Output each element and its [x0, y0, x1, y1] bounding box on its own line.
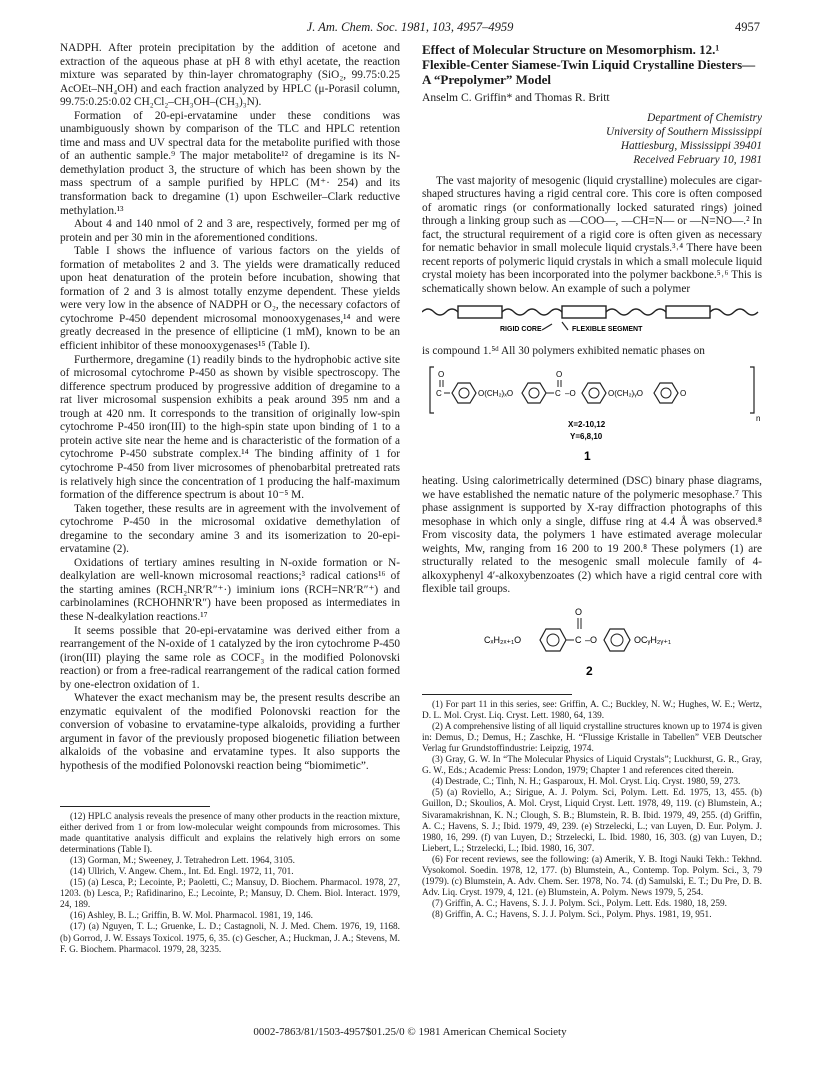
rigid-core-label: RIGID CORE — [500, 326, 542, 334]
compound-2-right-chain: OCᵧH₂ᵧ₊₁ — [634, 635, 672, 646]
polymer-scheme-figure — [422, 300, 762, 336]
flexible-segment-label: FLEXIBLE SEGMENT — [572, 326, 643, 334]
right-footnotes — [422, 700, 762, 922]
affiliation-line: Department of Chemistry — [647, 111, 762, 124]
footnote: (8) Griffin, A. C.; Havens, S. J. J. Polym. Sci., Polym. Phys. 1981, 19, 951. — [432, 910, 712, 921]
paragraph: heating. Using calorimetrically determined (DSC) binary phase diagrams, we have established the nematic nature of the polymeric mesophase.⁷ This phase assignment is supported by X-ray diffraction photographs of this mesophase in which only a single, diffuse ring at 4.4 Å was observed.⁸ From viscosity data, the polymers 1 have estimated average molecular weights, Mw, ranging from 16 200 to 19 200.⁸ These polymers (1) are structurally related to the mesogenic small molecule family of 4-alkoxyphenyl 4′-alkoxybenzoates (2) which have a rigid central core with flexible tail groups. — [422, 475, 762, 596]
compound-2-figure — [422, 601, 762, 685]
copyright-footer: 0002-7863/81/1503-4957$01.25/0 © 1981 American Chemical Society — [253, 1026, 567, 1038]
x-range-label: X=2-10,12 — [568, 419, 606, 429]
y-range-label: Y=6,8,10 — [570, 431, 603, 441]
compound-number: 2 — [586, 664, 593, 679]
affiliation-line: Hattiesburg, Mississippi 39401 — [620, 139, 762, 152]
left-column — [60, 42, 400, 956]
page-number: 4957 — [735, 20, 760, 34]
footnote: (4) Destrade, C.; Tinh, N. H.; Gasparoux, H. Mol. Cryst. Liq. Cryst. 1980, 59, 273. — [432, 777, 741, 788]
paragraph: It seems possible that 20-epi-ervatamine was derived either from a rearrangement of the N-oxide of 1 catalyzed by the iron cytochrome P-450 (iron(III) playing the same role as COCF₃ in the modified Polonovski reaction) or from a free-radical rearrangement of the radical cation formed by one-electron oxidation of 1. — [60, 624, 400, 691]
paragraph: About 4 and 140 nmol of 2 and 3 are, respectively, formed per mg of protein and per 30 min in the aforementioned conditions. — [60, 218, 400, 244]
affiliation-line: University of Southern Mississippi — [606, 125, 762, 138]
article-authors: Anselm C. Griffin* and Thomas R. Britt — [422, 91, 610, 104]
footnote: (14) Ullrich, V. Angew. Chem., Int. Ed. Engl. 1972, 11, 701. — [70, 867, 294, 877]
svg-text:O: O — [680, 388, 687, 398]
footnote: (6) For recent reviews, see the following: (a) Amerik, Y. B. Itogi Nauki Tekh.: Tekhnd. Vysokomol. Soedin. 1978, 12, 177. (b) Blumstein, A., Contemp. Top. Polym. Sci., 3, 79 (1979). (c) Blumstein, A. Adv. Chem. Ser. 1978, No. 74. (d) Samulski, E. T.; Du Pre, D. B. Adv. Liq. Cryst. 1979, 4, 121. (e) Blumstein, A. Polym. News 1979, 5, 254. — [422, 854, 762, 899]
paragraph: Furthermore, dregamine (1) readily binds to the hydrophobic active site of microsomal cytochrome P-450 as shown by visible spectroscopy. The difference spectrum produced by progressive addition of dregamine to a rat liver microsomal suspension exhibits a peak around 395 nm and a trough at 420 nm. It corresponds to the transition of originally low-spin cytochrome P-450 iron(III) to the high-spin state upon binding of 1 to a protein active site near the heme and is characteristic of the formation of a cytochrome P-450 substrate complex.¹⁴ The binding affinity of 1 for cytochrome P-450 from liver microsomes of phenobarbital pretreated rats is relatively high since the concentration of 1 producing the half-maximum formation of the difference spectrum is about 10⁻⁵ M. — [60, 353, 400, 502]
paragraph: is compound 1.⁵ᵈ All 30 polymers exhibited nematic phases on — [422, 345, 705, 358]
footnote-rule — [60, 806, 210, 807]
svg-text:O: O — [575, 607, 583, 618]
svg-text:O: O — [556, 369, 563, 379]
paragraph: Taken together, these results are in agreement with the involvement of cytochrome P-450 in the microsomal oxidative demethylation of dregamine to the secondary amine 3 and its isomerization to 20-epi-ervatamine (2). — [60, 502, 400, 556]
svg-text:C: C — [555, 388, 561, 398]
compound-2-left-chain: CₓH₂ₓ₊₁O — [484, 635, 522, 646]
footnote: (7) Griffin, A. C.; Havens, S. J. J. Polym. Sci., Polym. Lett. Eds. 1980, 18, 259. — [432, 899, 728, 910]
affiliation-line: Received February 10, 1981 — [633, 153, 762, 166]
paragraph: Formation of 20-epi-ervatamine under these conditions was unambiguously shown by comparison of the TLC and HPLC retention time and mass and UV spectral data for the metabolite purified with those of an authentic sample.⁹ The major metabolite¹² of dregamine is its N-demethylation product 3, the structure of which has been shown by the mass spectrum of a sample purified by HPLC (M⁺· 254) and its transformation back to dregamine (1) upon Eschweiler–Clark reductive methylation.¹³ — [60, 109, 400, 217]
compound-1-structure — [422, 363, 762, 472]
svg-text:C: C — [575, 635, 582, 646]
svg-text:–O: –O — [585, 635, 598, 646]
right-column — [422, 42, 762, 921]
compound-number: 1 — [584, 448, 591, 463]
footnote: (2) A comprehensive listing of all liquid crystalline structures known up to 1974 is given in: Demus, D.; Demus, H.; Zaschke, H. “Flussige Kristalle in Tabellen” VEB Deutscher Verlag fur Grundstoffindustrie: Leipzig, 1974. — [422, 721, 762, 754]
compound-2-structure — [422, 601, 762, 690]
footnote: (1) For part 11 in this series, see: Griffin, A. C.; Buckley, N. W.; Hughes, W. E.; Wertz, D. L. Mol. Cryst. Liq. Cryst. Lett. 1980, 64, 139. — [422, 699, 762, 721]
compound-1-figure — [422, 363, 762, 467]
footnote: (15) (a) Lesca, P.; Lecointe, P.; Paoletti, C.; Mansuy, D. Biochem. Pharmacol. 1978, 27, 1203. (b) Lesca, P.; Rafidinarino, E.; Lecointe, P.; Mansuy, D. Chem. Biol. Interact. 1979, 24, 189. — [60, 878, 400, 911]
footnote-rule — [422, 694, 572, 695]
svg-text:–O: –O — [565, 388, 576, 398]
running-header — [60, 20, 760, 36]
svg-text:O: O — [438, 369, 445, 379]
footnote: (17) (a) Nguyen, T. L.; Gruenke, L. D.; Castagnoli, N. J. Med. Chem. 1976, 19, 1168. (b) Gorrod, J. W. Essays Toxicol. 1975, 6, 35. (c) Gescher, A.; Huckman, J. A.; Stevens, M. F. G. Biochem. Pharmacol. 1979, 28, 3235. — [60, 922, 400, 955]
left-footnotes — [60, 812, 400, 956]
paragraph: NADPH. After protein precipitation by the addition of acetone and extraction of the aqueous phase at pH 8 with ethyl acetate, the reaction mixture was separated by thin-layer chromatography (SiO₂, 99.75:0.25 AcOEt–NH₄OH) and each fraction analyzed by HPLC (μ-Porasil column, 99.75:0.25:0.02 CH₂Cl₂–CH₃OH–(CH₃)₃N). — [60, 42, 400, 109]
affiliation — [422, 111, 762, 167]
footnote: (13) Gorman, M.; Sweeney, J. Tetrahedron Lett. 1964, 3105. — [70, 855, 296, 866]
repeat-n-label: n — [756, 413, 761, 423]
article-title: Effect of Molecular Structure on Mesomorphism. 12.¹ Flexible-Center Siamese-Twin Liquid Crystalline Diesters—A “Prepolymer” Model — [422, 42, 756, 87]
footnote: (12) HPLC analysis reveals the presence of many other products in the reaction mixture, either derived from 1 or from low-molecular weight compounds from microsomes. This made quantitative analysis difficult and explains the relatively high errors on some determinations (Table I). — [60, 811, 400, 855]
journal-citation: J. Am. Chem. Soc. 1981, 103, 4957–4959 — [306, 20, 514, 34]
footnote: (5) (a) Roviello, A.; Sirigue, A. J. Polym. Sci, Polym. Lett. Ed. 1975, 13, 455. (b) Guillon, D.; Skoulios, A. Mol. Cryst, Liquid Cryst. Lett. 1978, 49, 119. (c) Blumstein, A.; Sivaramakrishnan, K. N.; Clough, S. B.; Blumstein, R. B. Ibid. 1979, 49, 255. (d) Griffin, A. C.; Havens, S. J.; Ibid. 1979, 49, 239. (e) Strzelecki, L.; van Luyen, D. Eur. Polym. J. 1980, 16, 299. (f) van Luyen, D.; Strzelecki, L. Ibid. 1980, 16, 303. (g) van Luyen, D.; Liebert, L.; Strzelecki, L.; Ibid. 1980, 16, 307. — [422, 788, 762, 854]
footnote: (16) Ashley, B. L.; Griffin, B. W. Mol. Pharmacol. 1981, 19, 146. — [70, 911, 313, 922]
paragraph: Table I shows the influence of various factors on the yields of formation of metabolites 2 and 3. The yields were dramatically reduced upon heat denaturation of the protein before incubation, showing that formation of 2 and 3 is almost totally enzyme dependent. These yields were very low in the absence of NADPH or O₂, the necessary cofactors of cytochrome P-450 dependent microsomal monooxygenases,¹⁴ and were greatly decreased in the presence of ellipticine (1 mM), known to be an efficient inhibitor of these monooxygenases¹⁵ (Table I). — [60, 245, 400, 353]
svg-text:C: C — [436, 388, 442, 398]
paragraph: Whatever the exact mechanism may be, the present results describe an enzymatic equivalent of the modified Polonovski reaction for the conversion of vobasine to ervatamine-type alkaloids, providing a further argument in favor of the previously proposed biogenetic filiation between alkaloids of the vobasine and ervatamine types. It also supports the hypothesis of the modified Polonovski reaction being “biomimetic”. — [60, 692, 400, 772]
svg-text:O(CH₂)ₓO: O(CH₂)ₓO — [478, 388, 514, 398]
paragraph: Oxidations of tertiary amines resulting in N-oxide formation or N-dealkylation are well-known microsomal reactions;³ radical cations¹⁶ of the starting amines (RCH₂NR′R″⁺·) iminium ions (RCH=NR′R″⁺) and carbinolamines (RCHOHNR′R″) have been proposed as intermediates in these N-dealkylation reactions.¹⁷ — [60, 556, 400, 623]
svg-text:O(CH₂)ᵧO: O(CH₂)ᵧO — [608, 388, 644, 398]
paragraph: The vast majority of mesogenic (liquid crystalline) molecules are cigar-shaped structures having a rigid central core. This core is often composed of aromatic rings (or conformationally locked saturated rings) joined through a linking group such as —COO—, —CH=N— or —N=NO—.² In fact, the structural requirement of a rigid core is often given as necessary for nematic behavior in small molecule liquid crystals.³˒⁴ There have been recent reports of polymeric liquid crystals in which a small molecule liquid crystal moiety has been incorporated into the polymer backbone.⁵˒⁶ This is schematically shown below. An example of such a polymer — [422, 174, 762, 295]
footnote: (3) Gray, G. W. In “The Molecular Physics of Liquid Crystals”; Luckhurst, G. R., Gray, G. W., Eds.; Academic Press: London, 1979; Chapter 1 and references cited therein. — [422, 755, 762, 777]
polymer-scheme — [422, 300, 762, 341]
